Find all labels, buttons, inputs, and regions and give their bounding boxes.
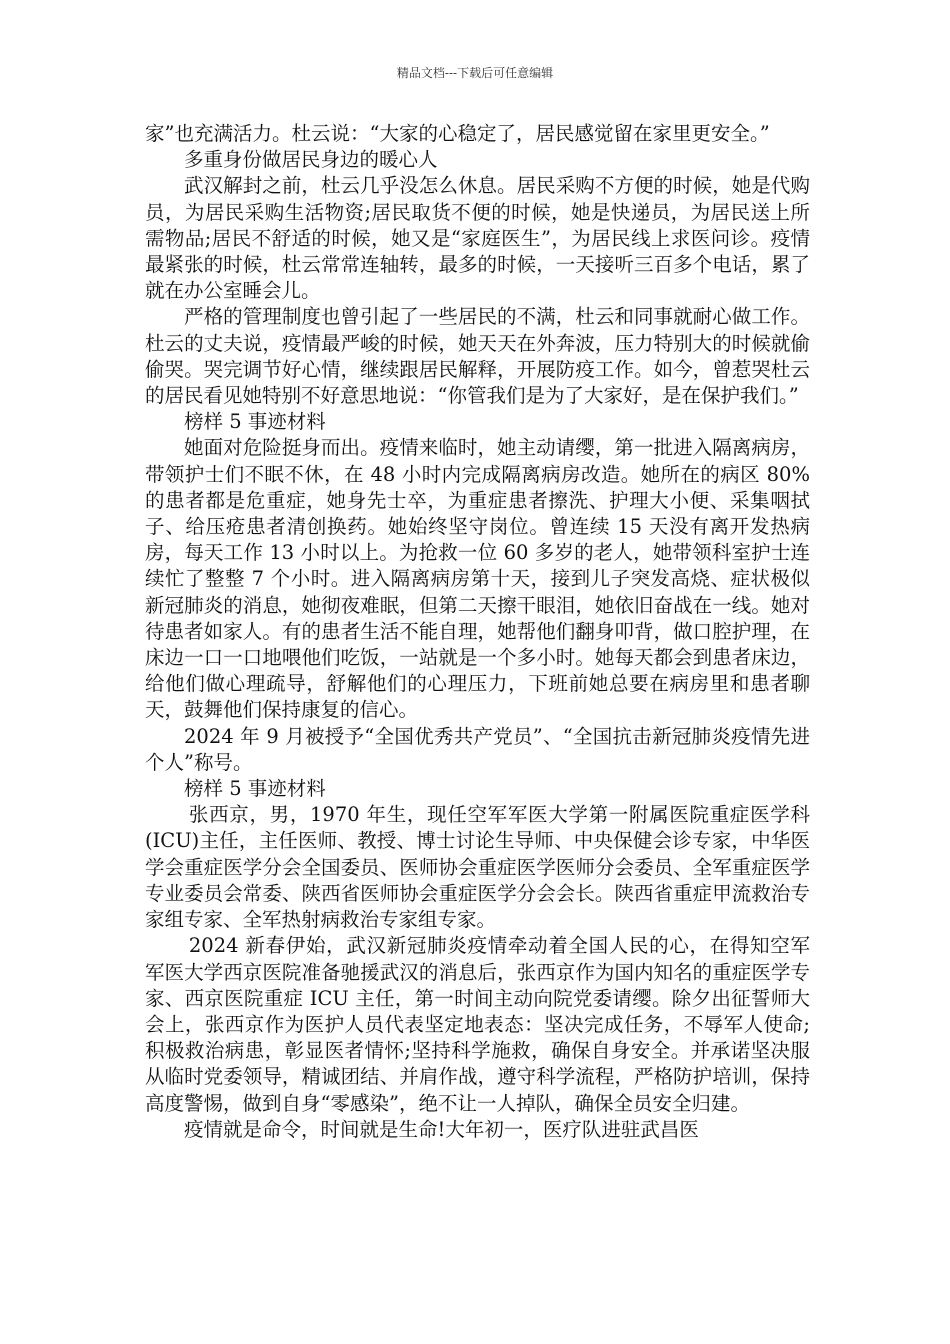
section-heading-role-model-2: 榜样 5 事迹材料 bbox=[184, 777, 326, 801]
paragraph-facing-danger: 她面对危险挺身而出。疫情来临时，她主动请缨，第一批进入隔离病房，带领护士们不眠不休，在 48 小时内完成隔离病房改造。她所在的病区 80%的患者都是危重症，她身先士卒，为重症患者擦洗、护理大小便、采集咽拭子、给压疮患者清创换药。她始终坚守岗位。曾连续 15 天没有离开发热病房，每天工作 13 小时以上。为抢救一位 60 多岁的老人，她带领科室护士连续忙了整整 7 个小时。进入隔离病房第十天，接到儿子突发高烧、症状极似新冠肺炎的消息，她彻夜难眠，但第二天擦干眼泪，她依旧奋战在一线。她对待患者如家人。有的患者生活不能自理，她帮他们翻身叩背，做口腔护理，在床边一口一口地喂他们吃饭，一站就是一个多小时。她每天都会到患者床边，给他们做心理疏导，舒解他们的心理压力，下班前她总要在病房里和患者聊天，鼓舞他们保持康复的信心。 bbox=[145, 436, 810, 722]
paragraph-strict-management: 严格的管理制度也曾引起了一些居民的不满，杜云和同事就耐心做工作。杜云的丈夫说，疫情最严峻的时候，她天天在外奔波，压力特别大的时候就偷偷哭。哭完调节好心情，继续跟居民解释，开展防疫工作。如今，曾惹哭杜云的居民看见她特别不好意思地说：“你管我们是为了大家好，是在保护我们。” bbox=[145, 305, 810, 408]
section-heading-multiple-roles: 多重身份做居民身边的暖心人 bbox=[184, 148, 438, 172]
section-heading-role-model: 榜样 5 事迹材料 bbox=[184, 410, 326, 434]
paragraph-zhang-xijing-bio: 张西京，男，1970 年生，现任空军军医大学第一附属医院重症医学科(ICU)主任，主任医师、教授、博士讨论生导师、中央保健会诊专家，中华医学会重症医学分会全国委员、医师协会重症医学医师分会委员、全军重症医学专业委员会常委、陕西省医师协会重症医学分会会长。陕西省重症甲流救治专家组专家、全军热射病救治专家组专家。 bbox=[145, 803, 810, 932]
document-body bbox=[145, 121, 810, 1143]
page-header: 精品文档---下载后可任意编辑 bbox=[396, 66, 554, 80]
paragraph-awards: 2024 年 9 月被授予“全国优秀共产党员”、“全国抗击新冠肺炎疫情先进个人”称号。 bbox=[145, 724, 810, 774]
paragraph-epidemic-is-order: 疫情就是命令，时间就是生命!大年初一，医疗队进驻武昌医 bbox=[184, 1117, 699, 1141]
paragraph-volunteer-wuhan: 2024 新春伊始，武汉新冠肺炎疫情牵动着全国人民的心，在得知空军军医大学西京医院准备驰援武汉的消息后，张西京作为国内知名的重症医学专家、西京医院重症 ICU 主任，第一时间主动向院党委请缨。除夕出征誓师大会上，张西京作为医护人员代表坚定地表态：坚决完成任务，不辱军人使命;积极救治病患，彰显医者情怀;坚持科学施救，确保自身安全。并承诺坚决服从临时党委领导，精诚团结、并肩作战，遵守科学流程，严格防护培训，保持高度警惕，做到自身“零感染”，绝不让一人掉队，确保全员安全归建。 bbox=[145, 934, 810, 1115]
paragraph-before-lockdown-lifted: 武汉解封之前，杜云几乎没怎么休息。居民采购不方便的时候，她是代购员，为居民采购生活物资;居民取货不便的时候，她是快递员，为居民送上所需物品;居民不舒适的时候，她又是“家庭医生”，为居民线上求医问诊。疫情最紧张的时候，杜云常常连轴转，最多的时候，一天接听三百多个电话，累了就在办公室睡会儿。 bbox=[145, 174, 810, 303]
paragraph-continuation: 家”也充满活力。杜云说：“大家的心稳定了，居民感觉留在家里更安全。” bbox=[145, 122, 770, 145]
